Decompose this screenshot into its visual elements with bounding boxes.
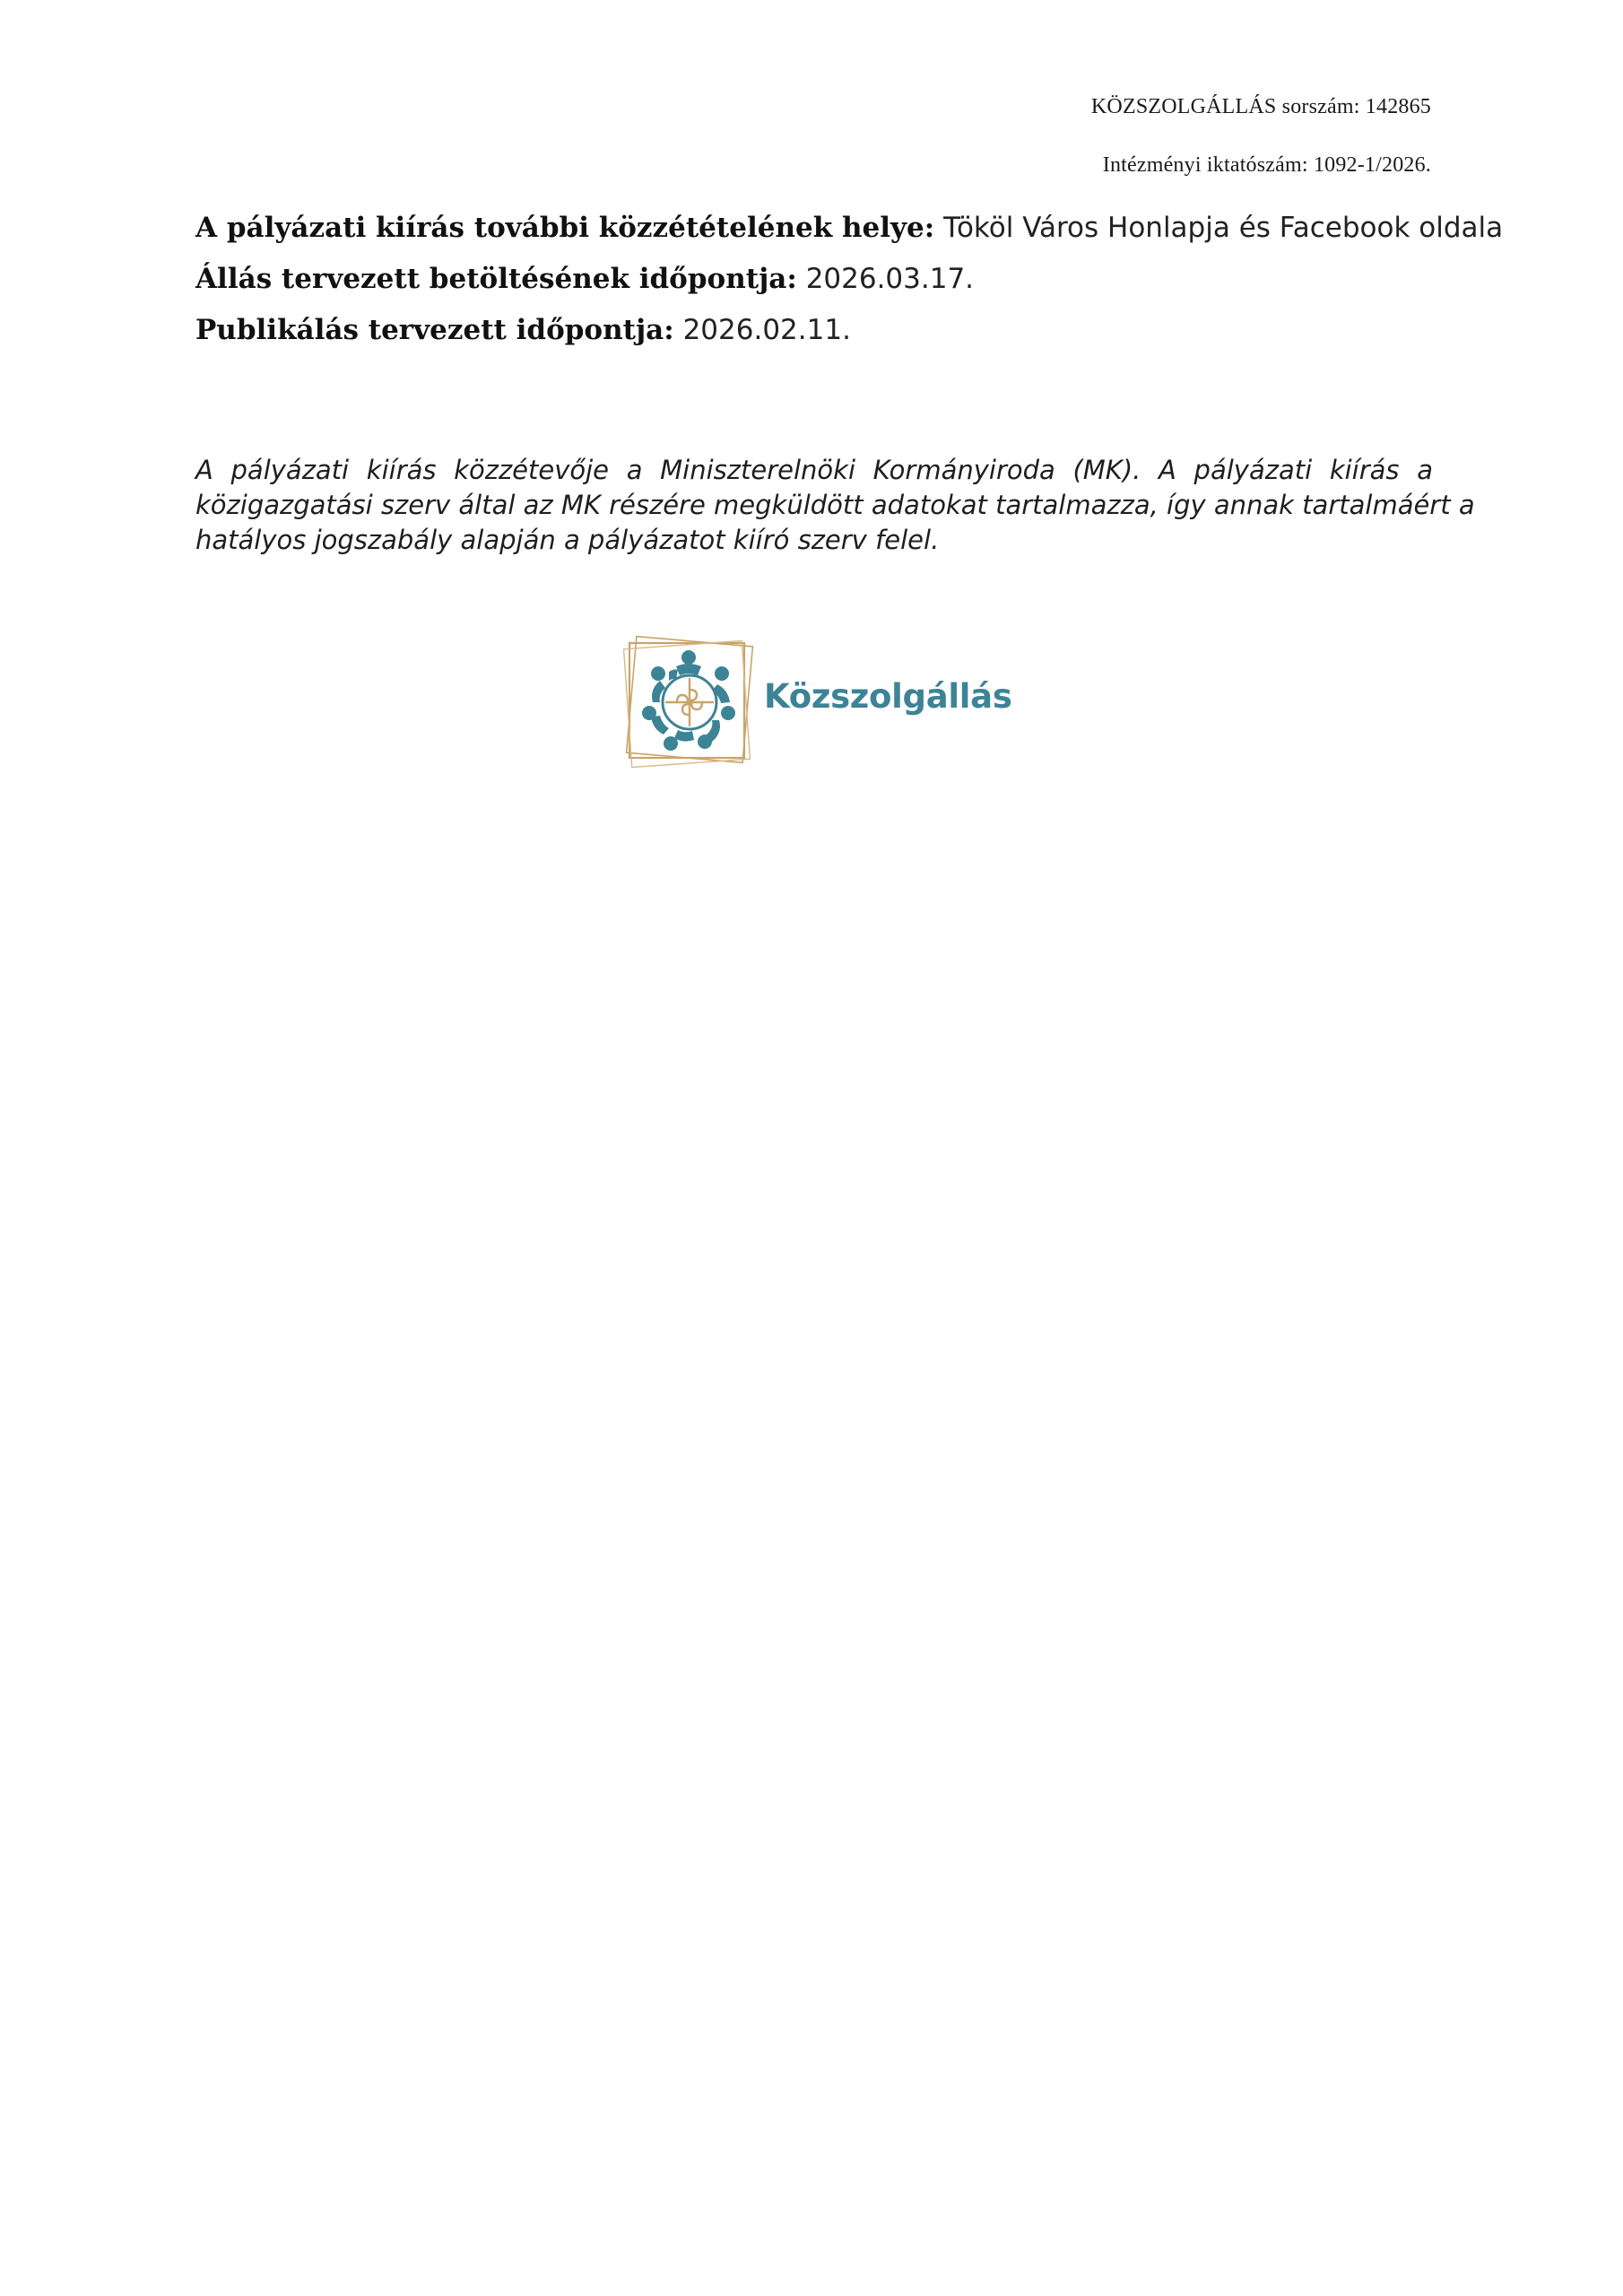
publication-place-value: Tököl Város Honlapja és Facebook oldala bbox=[943, 212, 1504, 244]
serial-number: KÖZSZOLGÁLLÁS sorszám: 142865 bbox=[1090, 95, 1431, 118]
disclaimer-line: A pályázati kiírás közzétevője a Miniszterelnöki Kormányiroda (MK). A pályázati kiírás a bbox=[195, 455, 1433, 485]
disclaimer-line: hatályos jogszabály alapján a pályázatot kiíró szerv felel. bbox=[195, 525, 940, 555]
registry-number: Intézményi iktatószám: 1092-1/2026. bbox=[1102, 153, 1431, 177]
disclaimer-paragraph bbox=[195, 453, 1475, 558]
kozszolgallas-logo-icon bbox=[619, 631, 762, 774]
planned-publication-value: 2026.02.11. bbox=[682, 314, 851, 346]
publication-place-line bbox=[195, 212, 1503, 245]
logo-wordmark: Közszolgállás bbox=[764, 677, 1012, 716]
planned-start-line bbox=[195, 263, 974, 296]
planned-publication-label: Publikálás tervezett időpontja: bbox=[195, 314, 674, 346]
planned-start-label: Állás tervezett betöltésének időpontja: bbox=[195, 263, 797, 295]
planned-start-value: 2026.03.17. bbox=[805, 263, 975, 295]
planned-publication-line bbox=[195, 314, 851, 347]
kozszolgallas-logo bbox=[619, 631, 1013, 774]
publication-place-label: A pályázati kiírás további közzétételének helye: bbox=[195, 212, 935, 244]
disclaimer-line: közigazgatási szerv által az MK részére megküldött adatokat tartalmazza, így annak tartalmáért a bbox=[195, 490, 1475, 520]
